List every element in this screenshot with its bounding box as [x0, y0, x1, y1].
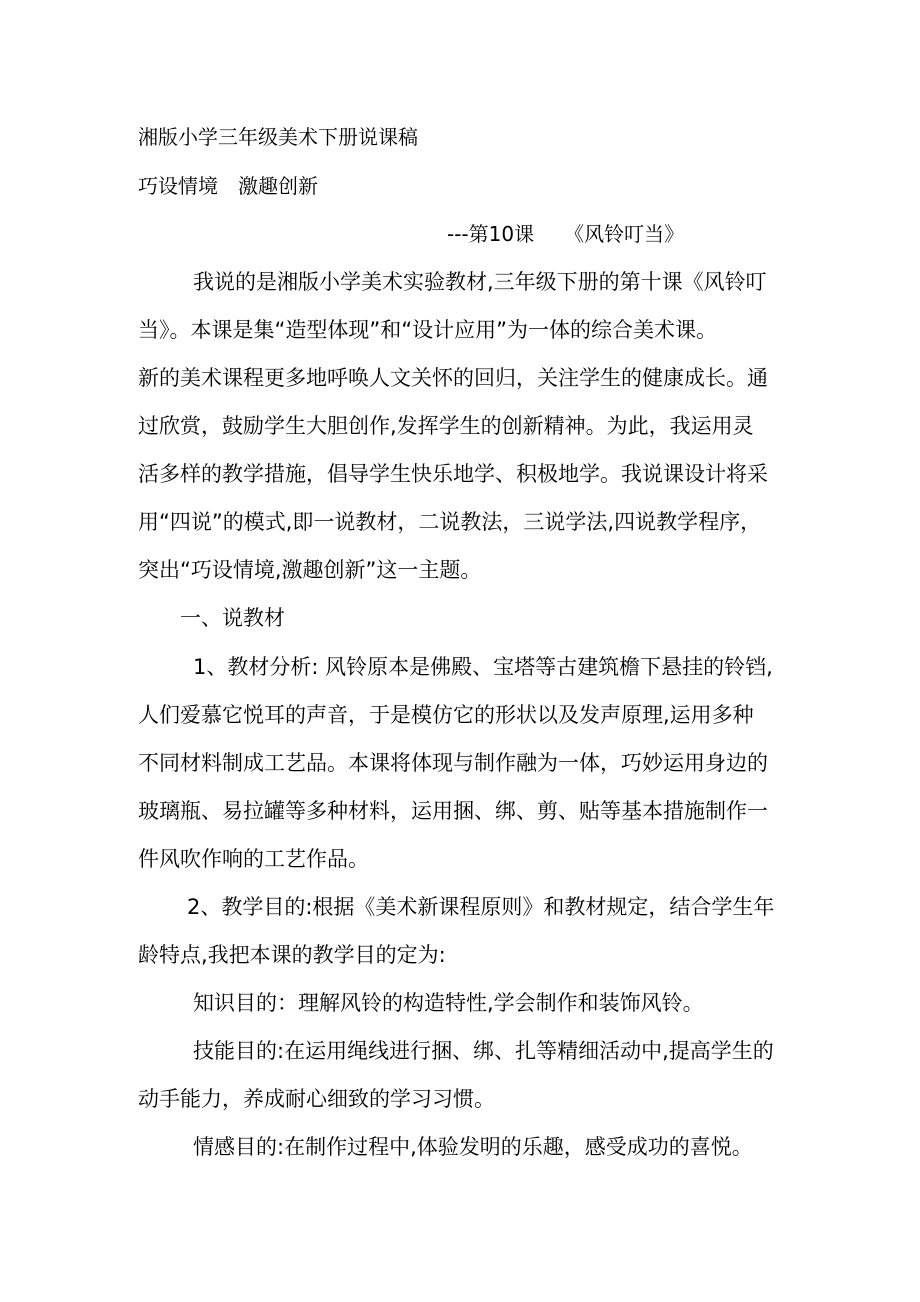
- paragraph-line: 知识目的：理解风铃的构造特性,学会制作和装饰风铃。: [193, 991, 704, 1015]
- lesson-label: ---第10课 《风铃叮当》: [447, 222, 685, 246]
- section-heading: 一、说教材: [180, 606, 285, 630]
- document-subtitle: 巧设情境 激趣创新: [138, 174, 318, 198]
- paragraph-line: 龄特点,我把本课的教学目的定为:: [138, 943, 446, 967]
- paragraph-line: 2、教学目的:根据《美术新课程原则》和教材规定，结合学生年: [187, 895, 775, 919]
- paragraph-line: 动手能力，养成耐心细致的学习习惯。: [138, 1087, 495, 1111]
- paragraph-line: 突出“巧设情境,激趣创新”这一主题。: [138, 558, 482, 582]
- paragraph-line: 玻璃瓶、易拉罐等多种材料，运用捆、绑、剪、贴等基本措施制作一: [138, 799, 768, 823]
- paragraph-line: 活多样的教学措施，倡导学生快乐地学、积极地学。我说课设计将采: [138, 462, 768, 486]
- paragraph-line: 1、教材分析: 风铃原本是佛殿、宝塔等古建筑檐下悬挂的铃铛,: [193, 655, 773, 679]
- paragraph-line: 当》。本课是集“造型体现”和“设计应用”为一体的综合美术课。: [138, 318, 718, 342]
- paragraph-line: 件风吹作响的工艺作品。: [138, 847, 369, 871]
- document-title: 湘版小学三年级美术下册说课稿: [138, 125, 418, 149]
- paragraph-line: 技能目的:在运用绳线进行捆、绑、扎等精细活动中,提高学生的: [193, 1039, 774, 1063]
- paragraph-line: 新的美术课程更多地呼唤人文关怀的回归，关注学生的健康成长。通: [138, 366, 768, 390]
- paragraph-line: 情感目的:在制作过程中,体验发明的乐趣，感受成功的喜悦。: [193, 1135, 753, 1159]
- paragraph-line: 过欣赏，鼓励学生大胆创作,发挥学生的创新精神。为此，我运用灵: [138, 414, 754, 438]
- paragraph-line: 不同材料制成工艺品。本课将体现与制作融为一体，巧妙运用身边的: [138, 751, 768, 775]
- paragraph-line: 我说的是湘版小学美术实验教材,三年级下册的第十课《风铃叮: [193, 270, 767, 294]
- paragraph-line: 人们爱慕它悦耳的声音，于是模仿它的形状以及发声原理,运用多种: [138, 703, 754, 727]
- paragraph-line: 用“四说”的模式,即一说教材，二说教法，三说学法,四说教学程序，: [138, 510, 762, 534]
